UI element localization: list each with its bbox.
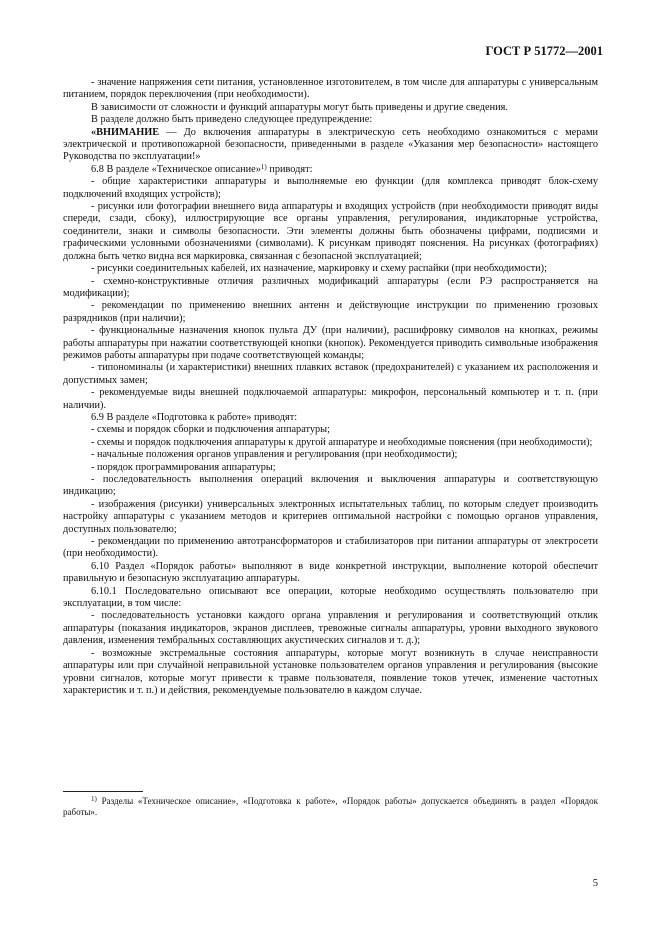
- list-item: - порядок программирования аппаратуры;: [91, 461, 276, 473]
- document-header: ГОСТ Р 51772—2001: [485, 44, 603, 58]
- list-item: - рекомендации по применению внешних антенн и действующие инструкции по применению грозовых разрядников (при наличии);: [63, 300, 598, 324]
- list-item: - возможные экстремальные состояния аппаратуры, которые могут возникнуть в случае неисправности аппаратуры или при случайной неправильной установке пользователем органов управления и регулирования (высокие уровни сигналов, которые могут привести к травме пользователя, появление токов утечек, изменение частотных характеристик и т. п.) и действия, рекомендуемые пользователю в каждом случае.: [63, 647, 598, 696]
- list-item: - функциональные назначения кнопок пульта ДУ (при наличии), расшифровку символов на кнопках, режимы работы аппаратуры при нажатии соответствующей кнопки (кнопок). Рекомендуется приводить символьные изображения режимов работы аппаратуры при подаче соответствующей команды;: [63, 325, 598, 361]
- footnote-marker: 1): [91, 795, 97, 803]
- list-item: - рекомендации по применению автотрансформаторов и стабилизаторов при питании аппаратуры от электросети (при необходимости).: [63, 536, 598, 560]
- footnote-body: Разделы «Техническое описание», «Подготовка к работе», «Порядок работы» допускается объединять в раздел «Порядок работы».: [63, 796, 598, 817]
- page-number: 5: [592, 878, 598, 889]
- footnote-divider: [63, 791, 143, 792]
- section-6-10-1: 6.10.1 Последовательно описывают все операции, которые необходимо осуществлять пользователю при эксплуатации, в том числе:: [63, 585, 598, 610]
- list-item: - типономиналы (и характеристики) внешних плавких вставок (предохранителей) с указанием их расположения и допустимых замен;: [63, 362, 598, 386]
- section-6-8-text: 6.8 В разделе «Техническое описание»: [91, 163, 261, 175]
- list-item: - общие характеристики аппаратуры и выполняемые ею функции (для комплекса приводят блок-схему подключений входящих устройств);: [63, 176, 598, 200]
- section-6-9-heading: 6.9 В разделе «Подготовка к работе» приводят:: [91, 411, 298, 423]
- section-6-8-tail: приводят:: [266, 163, 313, 175]
- paragraph: В зависимости от сложности и функций аппаратуры могут быть приведены и другие сведения.: [91, 101, 508, 113]
- document-body: [63, 77, 598, 697]
- warning-text: — До включения аппаратуры в электрическую сеть необходимо ознакомиться с мерами электрической и противопожарной безопасности, приведенными в разделе «Указания мер безопасности» настоящего Руководства по эксплуатации!»: [63, 126, 598, 163]
- list-item: - схемы и порядок сборки и подключения аппаратуры;: [91, 424, 330, 436]
- list-item: - схемно-конструктивные отличия различных модификаций аппаратуры (если РЭ распространяется на модификации);: [63, 275, 598, 299]
- paragraph: - значение напряжения сети питания, установленное изготовителем, в том числе для аппаратуры с универсальным питанием, порядок переключения (при необходимости).: [63, 77, 598, 101]
- list-item: - последовательность выполнения операций включения и выключения аппаратуры и соответствующую индикацию;: [63, 474, 598, 498]
- footnote-text: [63, 796, 598, 818]
- section-6-8-heading: [63, 164, 598, 176]
- list-item: - рекомендуемые виды внешней подключаемой аппаратуры: микрофон, персональный компьютер и т. п. (при наличии).: [63, 387, 598, 411]
- warning-paragraph: [63, 127, 598, 164]
- footnote-ref: 1): [260, 162, 267, 171]
- section-6-10: 6.10 Раздел «Порядок работы» выполняют в виде конкретной инструкции, выполнение которой обеспечит правильную и безопасную эксплуатацию аппаратуры.: [63, 560, 598, 585]
- list-item: - последовательность установки каждого органа управления и регулирования и соответствующий отклик аппаратуры (показания индикаторов, экранов дисплеев, тревожные сигналы аппаратуры, уровни выходного звукового давления, изменения тембральных составляющих акустических сигналов и т. д.);: [63, 610, 598, 647]
- paragraph: В разделе должно быть приведено следующее предупреждение:: [91, 114, 373, 126]
- list-item: - рисунки или фотографии внешнего вида аппаратуры и входящих устройств (при необходимости приводят виды спереди, сзади, сбоку), иллюстрирующие все органы управления, регулирования, индикаторные устройства, соединители, знаки и символы безопасности. Эти элементы должны быть обозначены цифрами, подписями и графическими условными обозначениями (символами). К рисункам приводят пояснения. На рисунках (фотографиях) должна быть четко видна вся маркировка, связанная с безопасной эксплуатацией;: [63, 201, 598, 262]
- list-item: - схемы и порядок подключения аппаратуры к другой аппаратуре и необходимые пояснения (при необходимости);: [91, 436, 593, 448]
- list-item: - изображения (рисунки) универсальных электронных испытательных таблиц, по которым следует производить настройку аппаратуры с указанием методов и критериев оптимальной настройки с помощью органов управления, доступных пользователю;: [63, 498, 598, 535]
- warning-label: «ВНИМАНИЕ: [91, 126, 160, 138]
- list-item: - рисунки соединительных кабелей, их назначение, маркировку и схему распайки (при необходимости);: [91, 263, 547, 275]
- footnote: [63, 796, 598, 818]
- list-item: - начальные положения органов управления и регулирования (при необходимости);: [91, 449, 458, 461]
